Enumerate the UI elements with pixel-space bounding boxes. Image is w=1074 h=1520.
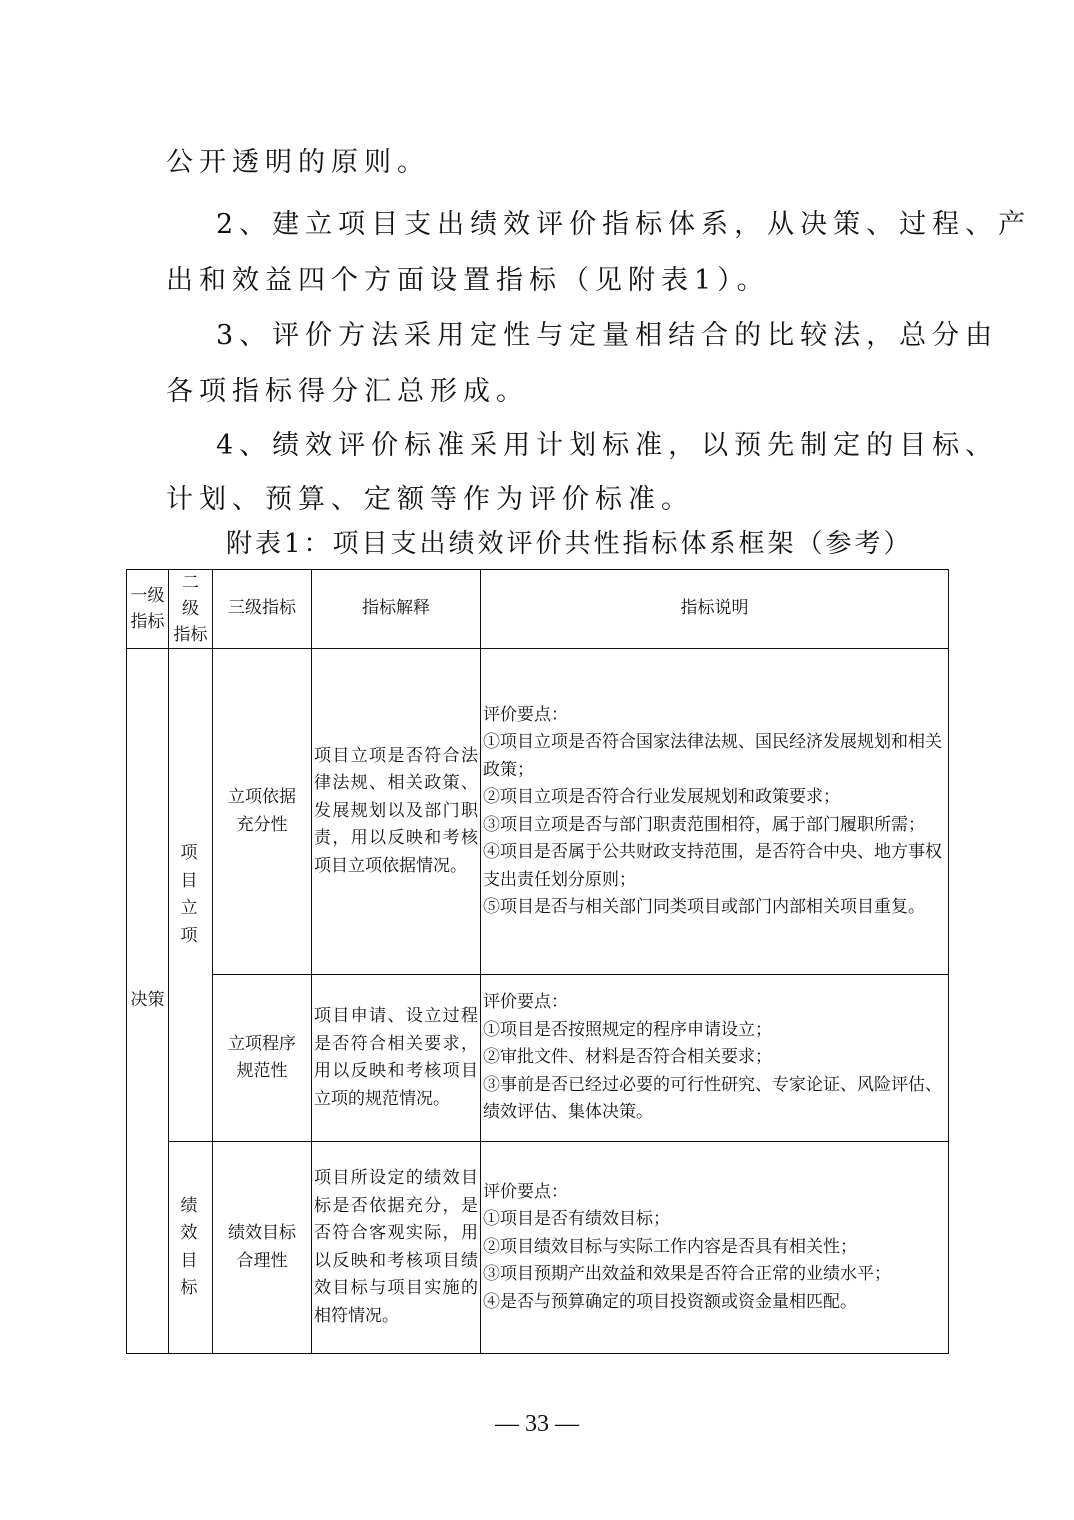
paragraph-line-1: 公开透明的原则。: [166, 147, 430, 178]
page-number: — 33 —: [495, 1411, 579, 1437]
header-level2: [169, 570, 213, 649]
header-level2-line2: 指标: [173, 625, 208, 645]
description-cell: [481, 975, 949, 1142]
description-line: ②审批文件、材料是否符合相关要求；: [483, 1047, 772, 1068]
indicator-table: [126, 569, 949, 1354]
paragraph-line-6: 4、绩效评价标准采用计划标准，以预先制定的目标、: [216, 430, 999, 461]
description-line: ③项目预期产出效益和效果是否符合正常的业绩水平；: [483, 1264, 891, 1285]
description-line: ③项目立项是否与部门职责范围相符，属于部门履职所需；: [483, 814, 925, 835]
description-line: ④是否与预算确定的项目投资额或资金量相匹配。: [483, 1291, 857, 1312]
level1-cell: 决策: [127, 649, 169, 1354]
description-line: ①项目是否按照规定的程序申请设立；: [483, 1019, 772, 1040]
header-level1: [127, 570, 169, 649]
description-cell: [481, 1142, 949, 1354]
level3-cell: 立项程序规范性: [213, 975, 312, 1142]
header-explanation: 指标解释: [312, 570, 481, 649]
description-line: 评价要点：: [483, 992, 568, 1013]
paragraph-line-4: 3、评价方法采用定性与定量相结合的比较法，总分由: [216, 320, 999, 351]
description-cell: [481, 649, 949, 975]
header-level1-line2: 指标: [130, 612, 165, 632]
description-line: ②项目立项是否符合行业发展规划和政策要求；: [483, 787, 840, 807]
explanation-cell: 项目立项是否符合法律法规、相关政策、发展规划以及部门职责，用以反映和考核项目立项依据情况。: [312, 649, 481, 975]
level2-cell: 项 目立项: [169, 649, 213, 1142]
table-row: [127, 649, 949, 975]
level3-cell: 立项依据充分性: [213, 649, 312, 975]
paragraph-line-2: 2、建立项目支出绩效评价指标体系，从决策、过程、产: [216, 209, 1032, 240]
description-line: ⑤项目是否与相关部门同类项目或部门内部相关项目重复。: [483, 897, 925, 917]
description-line: 评价要点：: [483, 1181, 568, 1202]
description-line: ④项目是否属于公共财政支持范围，是否符合中央、地方事权支出责任划分原则；: [483, 842, 942, 890]
level2-cell: 绩 效目标: [169, 1142, 213, 1354]
explanation-cell: 项目申请、设立过程是否符合相关要求，用以反映和考核项目立项的规范情况。: [312, 975, 481, 1142]
header-level3: 三级指标: [213, 570, 312, 649]
level3-cell: 绩效目标合理性: [213, 1142, 312, 1354]
header-description: 指标说明: [481, 570, 949, 649]
description-line: ②项目绩效目标与实际工作内容是否具有相关性；: [483, 1236, 857, 1257]
description-line: ①项目是否有绩效目标；: [483, 1209, 670, 1230]
table-caption: 附表1：项目支出绩效评价共性指标体系框架（参考）: [226, 529, 913, 559]
table-row: [127, 1142, 949, 1354]
description-line: ①项目立项是否符合国家法律法规、国民经济发展规划和相关政策；: [483, 732, 942, 780]
table-row: [127, 975, 949, 1142]
explanation-cell: 项目所设定的绩效目标是否依据充分，是否符合客观实际，用以反映和考核项目绩效目标与项目实施的相符情况。: [312, 1142, 481, 1354]
header-level1-line1: 一级: [130, 586, 165, 606]
header-level2-line1: 二 级: [182, 573, 199, 619]
paragraph-line-5: 各项指标得分汇总形成。: [166, 376, 529, 407]
table-header-row: [127, 570, 949, 649]
paragraph-line-3: 出和效益四个方面设置指标（见附表1）。: [166, 265, 770, 296]
description-line: 评价要点：: [483, 704, 568, 725]
description-line: ③事前是否已经过必要的可行性研究、专家论证、风险评估、绩效评估、集体决策。: [483, 1074, 942, 1123]
paragraph-line-7: 计划、预算、定额等作为评价标准。: [166, 484, 694, 515]
